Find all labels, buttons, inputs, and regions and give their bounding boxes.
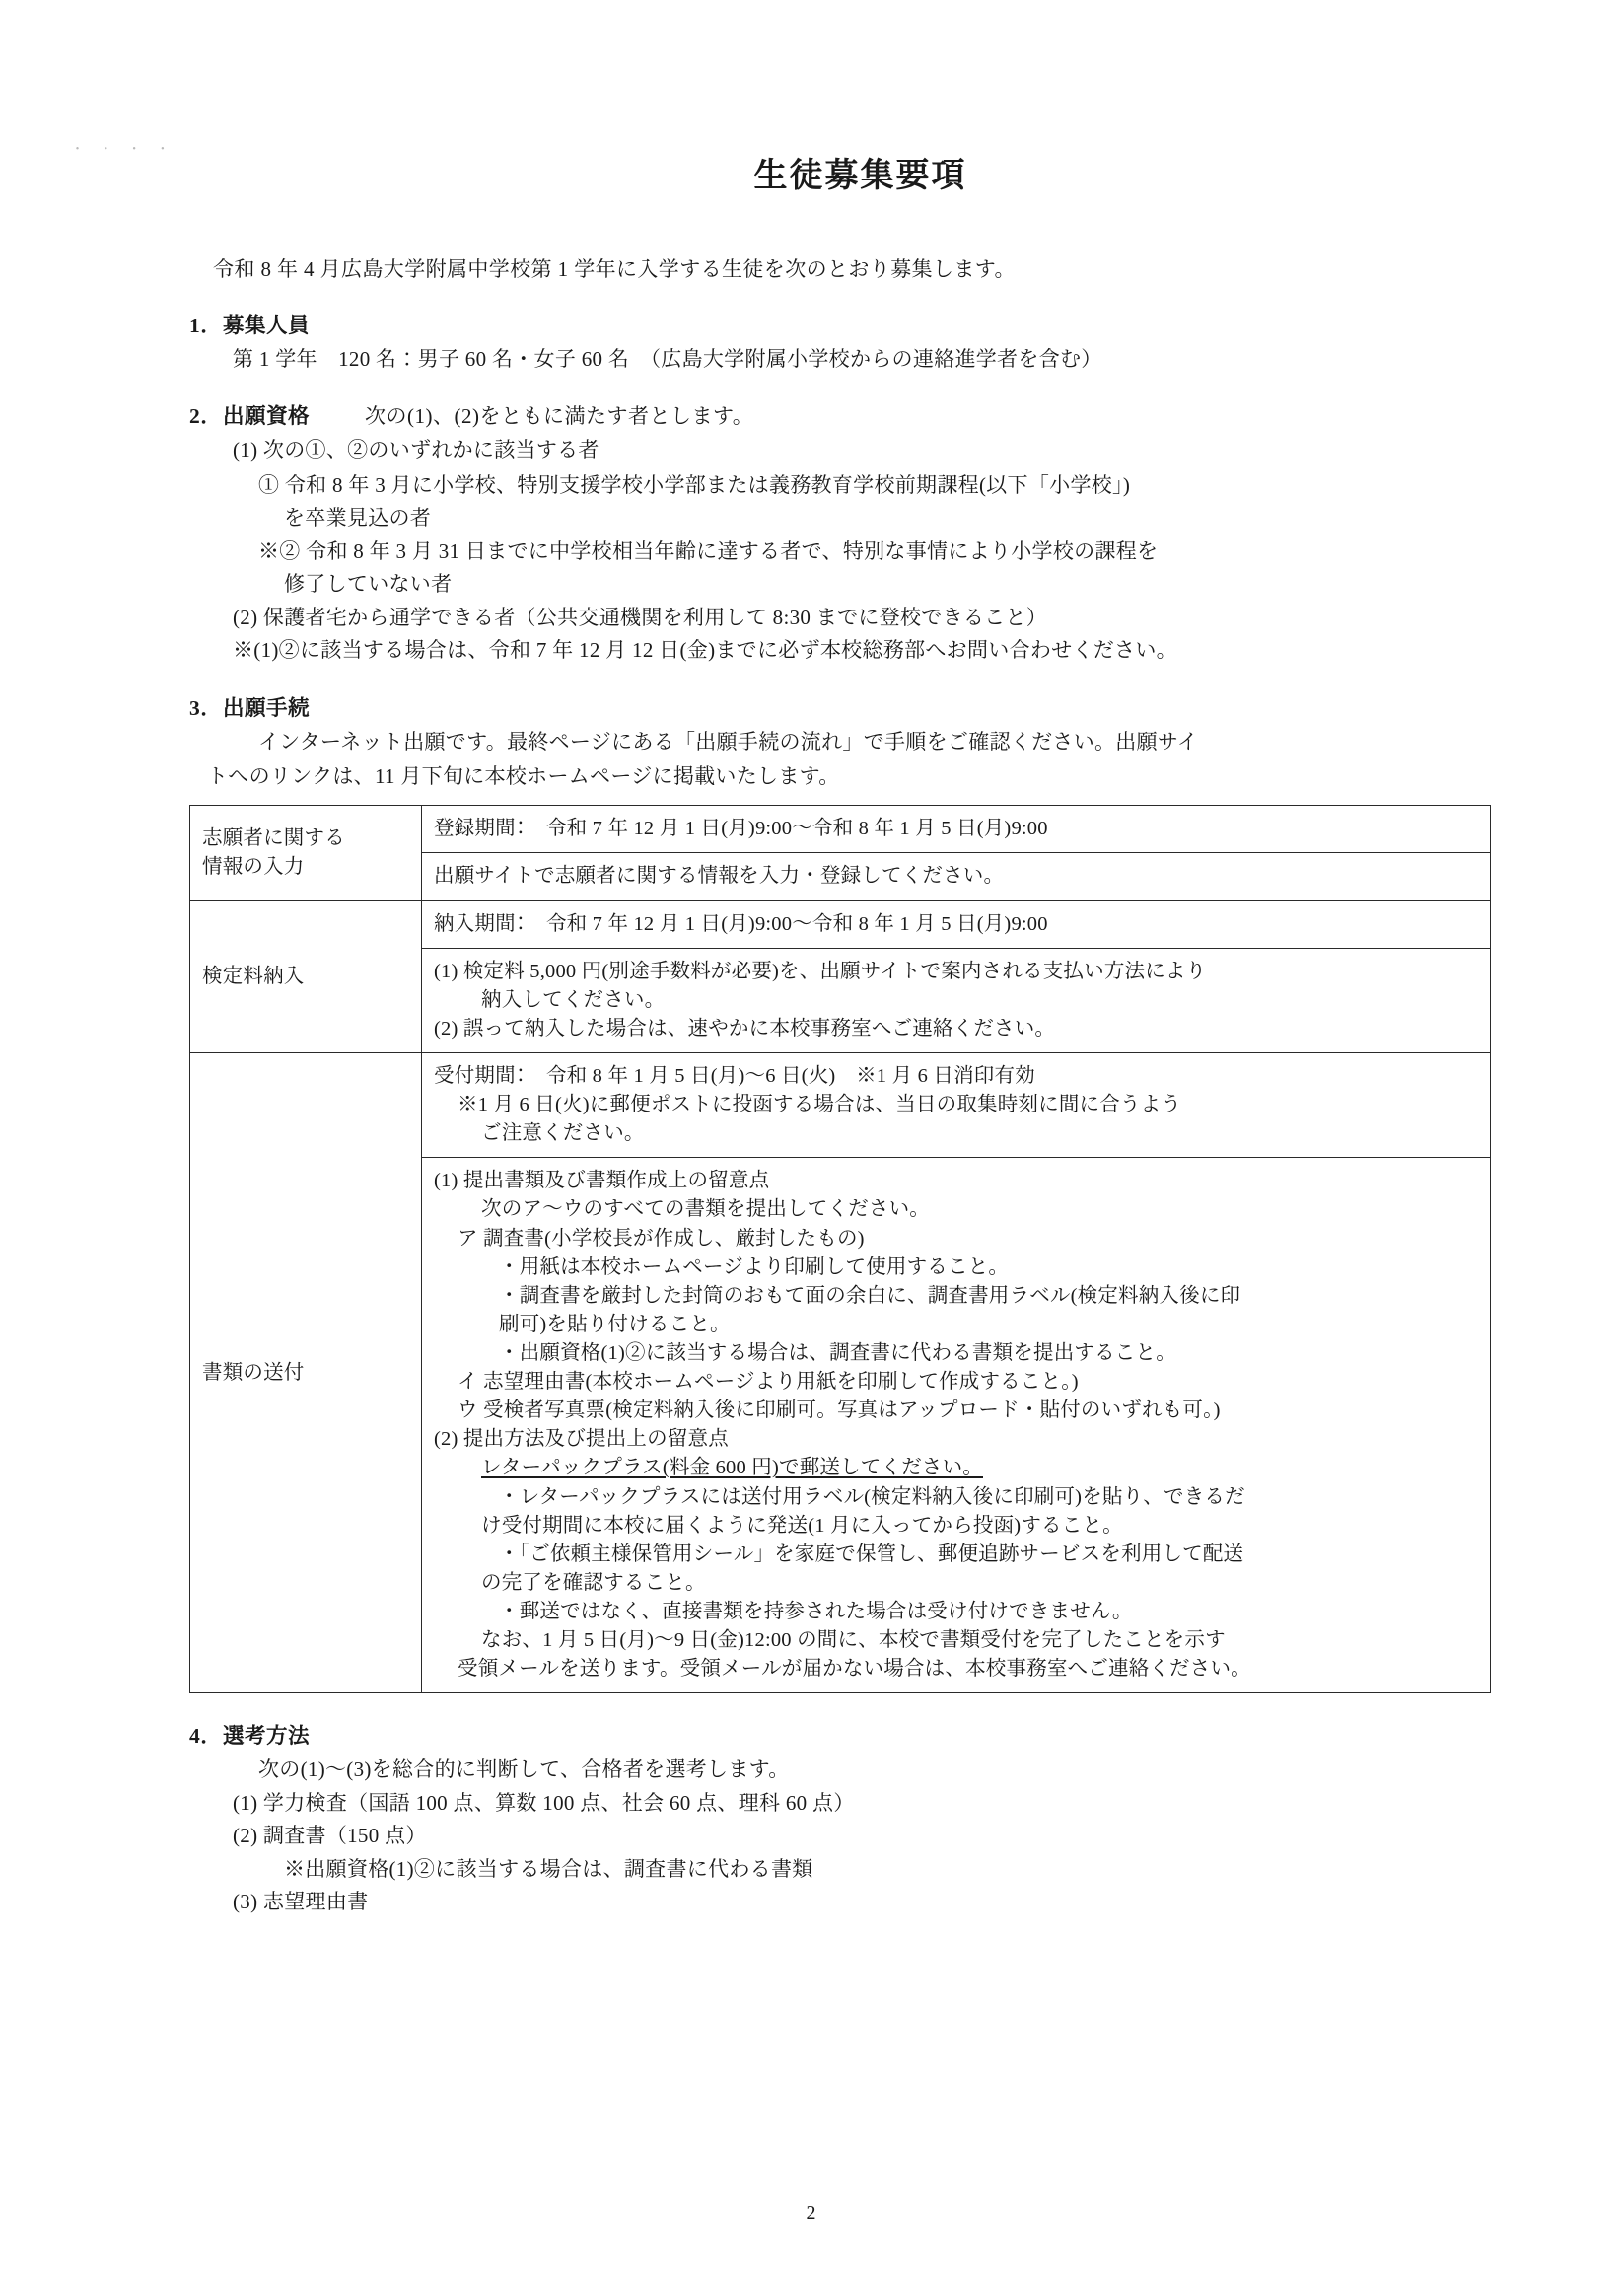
section-1-title: 募集人員 — [223, 314, 311, 337]
row-label-line-1: 書類の送付 — [202, 1361, 305, 1384]
cell-line: 受領メールを送ります。受領メールが届かない場合は、本校事務室へご連絡ください。 — [458, 1658, 1251, 1681]
cell-line: ア 調査書(小学校長が作成し、厳封したもの) — [458, 1227, 865, 1250]
section-shutsugan-shikaku — [177, 399, 1504, 665]
section-4-line-3: (2) 調査書（150 点） — [233, 1824, 427, 1848]
section-3-line-1: インターネット出願です。最終ページにある「出願手続の流れ」で手順をご確認ください。出願サイ — [258, 729, 1199, 753]
row-label-examination-fee — [190, 900, 422, 1052]
table-row — [190, 806, 1491, 853]
cell-line: ※1 月 6 日(火)に郵便ポストに投函する場合は、当日の取集時刻に間に合うよう — [458, 1094, 1182, 1116]
section-2-number: 2． — [189, 404, 223, 429]
section-3-line-2: トへのリンクは、11 月下旬に本校ホームページに掲載いたします。 — [207, 763, 840, 788]
cell-line: (1) 検定料 5,000 円(別途手数料が必要)を、出願サイトで案内される支払い方法により — [434, 960, 1207, 982]
cell-line: 刷可)を貼り付けること。 — [499, 1313, 731, 1335]
section-1-line-1: 第 1 学年 120 名：男子 60 名・女子 60 名 （広島大学附属小学校からの連絡進学者を含む） — [233, 347, 1102, 371]
section-4-title: 選考方法 — [223, 1724, 311, 1749]
section-2-line-6: (2) 保護者宅から通学できる者（公共交通機関を利用して 8:30 までに登校できること） — [233, 605, 1048, 629]
cell-line: (2) 誤って納入した場合は、速やかに本校事務室へご連絡ください。 — [434, 1017, 1056, 1040]
cell-line: 納入してください。 — [481, 988, 666, 1011]
section-3-heading — [177, 691, 1504, 722]
cell-line: ・出願資格(1)②に該当する場合は、調査書に代わる書類を提出すること。 — [499, 1342, 1176, 1365]
row-label-line-1: 検定料納入 — [202, 965, 305, 987]
intro-paragraph: 令和 8 年 4 月広島大学附属中学校第 1 学年に入学する生徒を次のとおり募集します。 — [213, 257, 1016, 281]
cell-line: ・調査書を厳封した封筒のおもて面の余白に、調査書用ラベル(検定料納入後に印 — [499, 1284, 1241, 1307]
section-3-title: 出願手続 — [223, 695, 311, 720]
section-2-line-1: (1) 次の①、②のいずれかに該当する者 — [233, 438, 599, 463]
cell-line: ・レターパックプラスには送付用ラベル(検定料納入後に印刷可)を貼り、できるだ — [499, 1485, 1245, 1508]
row-label-line-2: 情報の入力 — [202, 855, 305, 878]
cell-registration-instruction — [422, 853, 1491, 900]
cell-registration-period — [422, 806, 1491, 853]
cell-line: イ 志望理由書(本校ホームページより用紙を印刷して作成すること。) — [458, 1371, 1079, 1394]
row-label-document-submission — [190, 1053, 422, 1693]
cell-line: ウ 受検者写真票(検定料納入後に印刷可。写真はアップロード・貼付のいずれも可。) — [458, 1399, 1221, 1422]
page-title: 生徒募集要項 — [753, 158, 967, 194]
cell-line: の完了を確認すること。 — [481, 1571, 706, 1594]
section-2-line-4: ※② 令和 8 年 3 月 31 日までに中学校相当年齢に達する者で、特別な事情により小学校の課程を — [258, 538, 1159, 563]
section-2-line-7: ※(1)②に該当する場合は、令和 7 年 12 月 12 日(金)までに必ず本校総務部へお問い合わせください。 — [233, 638, 1177, 663]
section-3-number: 3． — [189, 695, 223, 720]
table-row — [190, 900, 1491, 948]
cell-line: 登録期間： 令和 7 年 12 月 1 日(月)9:00～令和 8 年 1 月 5 日(月)9:00 — [434, 818, 1048, 840]
section-4-line-2: (1) 学力検査（国語 100 点、算数 100 点、社会 60 点、理科 60 点） — [233, 1790, 855, 1815]
section-2-line-2: ① 令和 8 年 3 月に小学校、特別支援学校小学部または義務教育学校前期課程(以下「小学校」) — [258, 472, 1131, 497]
cell-line: なお、1 月 5 日(月)～9 日(金)12:00 の間に、本校で書類受付を完了したことを示す — [481, 1629, 1226, 1652]
section-1-heading — [177, 309, 1504, 339]
cell-line-underlined: レターパックプラス(料金 600 円)で郵送してください。 — [481, 1457, 983, 1479]
cell-line: 次のア～ウのすべての書類を提出してください。 — [481, 1198, 930, 1221]
cell-line: ご注意ください。 — [481, 1122, 645, 1145]
cell-line: (2) 提出方法及び提出上の留意点 — [434, 1428, 729, 1451]
section-4-line-5: (3) 志望理由書 — [233, 1890, 369, 1914]
section-4-heading — [177, 1719, 1504, 1750]
cell-line: ・「ご依頼主様保管用シール」を家庭で保管し、郵便追跡サービスを利用して配送 — [499, 1543, 1244, 1565]
section-2-line-5: 修了していない者 — [284, 572, 453, 597]
section-2-title: 出願資格 — [223, 404, 311, 429]
cell-line: (1) 提出書類及び書類作成上の留意点 — [434, 1170, 770, 1192]
scan-artifact: ・ ・ ・ ・ — [71, 142, 174, 157]
row-label-line-1: 志願者に関する — [202, 826, 345, 849]
section-1-number: 1． — [189, 314, 223, 337]
section-boshu-jinin — [177, 309, 1504, 374]
cell-line: 出願サイトで志願者に関する情報を入力・登録してください。 — [434, 865, 1005, 888]
cell-acceptance-period — [422, 1053, 1491, 1158]
section-4-line-1: 次の(1)～(3)を総合的に判断して、合格者を選考します。 — [258, 1758, 790, 1782]
cell-line: ・郵送ではなく、直接書類を持参された場合は受け付けできません。 — [499, 1601, 1133, 1622]
section-senko-hoho — [177, 1719, 1504, 1916]
section-shutsugan-tetsuzuki — [177, 691, 1504, 1694]
table-row — [190, 1053, 1491, 1158]
cell-line: 納入期間： 令和 7 年 12 月 1 日(月)9:00～令和 8 年 1 月 5 日(月)9:00 — [434, 912, 1048, 935]
section-2-heading — [177, 399, 1504, 430]
cell-line: け受付期間に本校に届くように発送(1 月に入ってから投函)すること。 — [481, 1514, 1123, 1537]
cell-submission-details — [422, 1158, 1491, 1693]
section-4-number: 4． — [189, 1724, 223, 1749]
cell-line: ・用紙は本校ホームページより印刷して使用すること。 — [499, 1256, 1010, 1278]
section-4-line-4: ※出願資格(1)②に該当する場合は、調査書に代わる書類 — [284, 1856, 813, 1881]
cell-line: 受付期間： 令和 8 年 1 月 5 日(月)～6 日(火) ※1 月 6 日消印有効 — [434, 1065, 1035, 1088]
section-2-line-3: を卒業見込の者 — [284, 506, 432, 531]
page-number: 2 — [806, 2202, 816, 2224]
application-procedure-table — [189, 805, 1491, 1693]
cell-payment-notes — [422, 948, 1491, 1052]
row-label-applicant-info — [190, 806, 422, 900]
section-2-note: 次の(1)、(2)をともに満たす者とします。 — [365, 404, 754, 429]
cell-payment-period — [422, 900, 1491, 948]
